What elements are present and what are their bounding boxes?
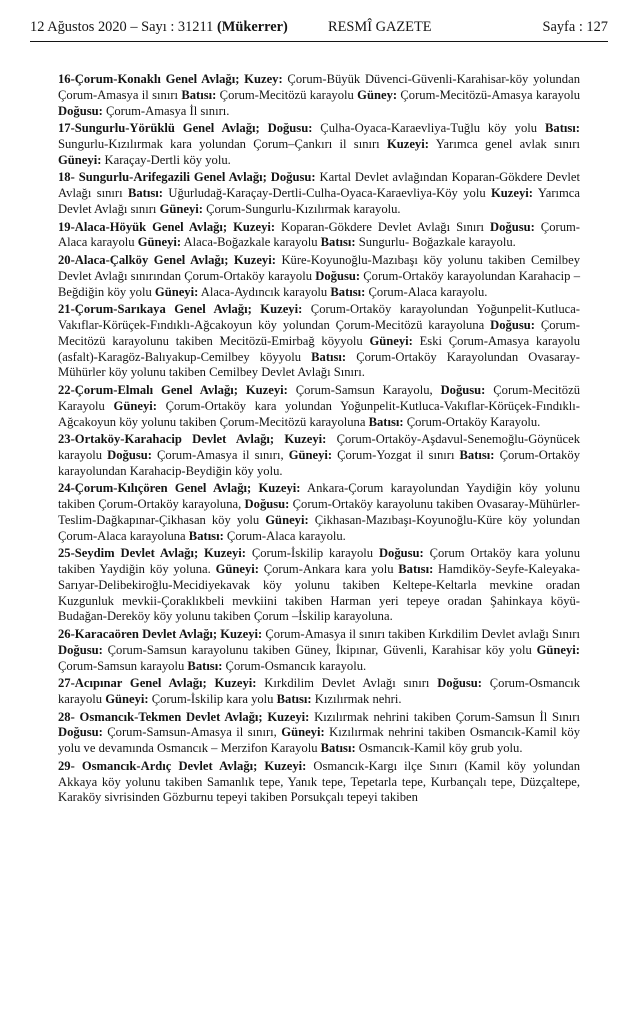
entry-bold-run: Doğusu: [58,103,103,118]
entry-22 [58,383,580,430]
entry-bold-run: Doğusu: [58,725,103,740]
entry-21 [58,302,580,381]
entry-bold-run: Güneyi: [288,447,333,462]
entry-bold-run: Batısı: [188,528,224,543]
entry-text-run: Çorum-Yozgat il sınırı [332,447,460,462]
entry-bold-run: Güney: [357,87,398,102]
entry-text-run: Çorum-İskilip karayolu [245,546,379,561]
entry-bold-run: Doğusu: [440,382,486,397]
header-mukerrer: (Mükerrer) [216,19,288,35]
entry-bold-run: Güneyi: [58,152,102,167]
entry-text-run: Çorum-Osmancık karayolu [58,676,581,707]
entry-bold-run: Batısı: [320,235,356,250]
entry-bold-run: Doğusu: [490,219,535,234]
entry-bold-run: 20-Alaca-Çalköy Genel Avlağı; Kuzeyi: [58,252,276,267]
entry-text-run: Eski Çorum-Amasya karayolu (asfalt)-Karagöz-Balıyakup-Cemilbey köyyolu [58,333,580,364]
entry-bold-run: Batısı: [127,186,163,201]
entry-bold-run: Kuzeyi: [491,186,533,201]
entry-18 [58,170,580,217]
entry-bold-run: Güneyi: [265,512,309,527]
entry-text-run: Çorum-Mecitözü karayolunu takiben Mecitözü-Emirbağ köyyolu [58,317,580,348]
entry-text-run: Kartal Devlet avlağından Koparan-Gökdere Devlet Avlağı sınırı [58,170,580,201]
entry-bold-run: 28- Osmancık-Tekmen Devlet Avlağı; Kuzeyi: [58,709,310,724]
entry-text-run: Alaca-Boğazkale karayolu [181,235,321,250]
entry-text-run: Çorum-Ortaköy-Aşdavul-Senemoğlu-Göynücek karayolu [58,432,580,462]
entry-bold-run: Güneyi: [105,692,149,707]
entry-text-run: Çorum Ortaköy kara yolunu takiben Yaydiğin köy yoluna. [58,546,581,577]
entry-text-run: Çorum-Büyük Düvenci-Güvenli-Karahisar-köy yolundan Çorum-Amasya il sınırı [58,72,580,102]
entry-text-run: Ankara-Çorum karayolundan Yaydiğin köy yolunu takiben Çorum-Ortaköy karayoluna, [58,481,580,512]
entry-bold-run: Batısı: [330,284,366,299]
entry-text-run: Alaca-Aydıncık karayolu [198,284,331,299]
entry-text-run: Osmancık-Kargı ilçe Sınırı (Kamil köy yolundan Akkaya köy yolunu takiben Samanlık tepe, Yanık tepe, Tepetarla tepe, Kurbançalı tepe, Düzçaltepe, Karaköy sivrisinden Gözburnu tepeyi takiben Porsukçalı tepeyi takiben [58,758,581,805]
entry-bold-run: Güneyi: [137,235,182,250]
entry-bold-run: Batısı: [398,562,434,577]
header-date-issue [30,16,288,38]
entry-bold-run: Güneyi: [215,562,259,577]
entry-text-run: Çorum-Samsun-Amasya il sınırı, [102,725,282,740]
entry-text-run: Çorum-Ankara kara yolu [258,562,399,577]
entry-bold-run: Doğusu: [107,447,152,462]
entry-text-run: Yarımca genel avlak sınırı [428,136,580,151]
entry-text-run: Çikhasan-Mazıbaşı-Koyunoğlu-Küre köy yolundan Çorum-Alaca karayoluna [58,512,581,543]
entry-bold-run: Doğusu: [490,317,535,332]
entry-19 [58,220,580,252]
entry-bold-run: 21-Çorum-Sarıkaya Genel Avlağı; Kuzeyi: [58,302,303,317]
entry-bold-run: Güneyi: [154,284,199,299]
entry-text-run: Çorum-Alaca karayolu. [223,528,346,543]
entry-text-run: Çorum-Ortaköy Karayolundan Ovasaray-Mühürler köy yolunu takiben Cemilbey Devlet Avlağı Sınırı. [58,349,580,380]
entry-text-run: Çorum-Ortaköy karayolunu takiben Ovasaray-Mühürler-Teslim-Dağkapınar-Çikhasan köy yolu [58,497,580,527]
entry-bold-run: Batısı: [311,349,347,364]
entry-bold-run: 17-Sungurlu-Yörüklü Genel Avlağı; Doğusu: [58,121,313,136]
entry-bold-run: 19-Alaca-Höyük Genel Avlağı; Kuzeyi: [58,219,276,234]
entry-text-run: Hamdiköy-Seyfe-Kaleyaka-Sarıyar-Delibekiroğlu-Mecidiyekavak köy yolunu takiben Keltepe-Keltarla mevkine oradan Kuzgunluk mevkii-Çoraklıkbeli mevkiini takiben Harman yeri tepeye oradan Şahinkaya köyü-Budağan-Dereköy köy yolunu takiben Çorum –İskilip karayoluna. [58,562,580,624]
entry-text-run: Çorum-Amasya il sınırı takiben Kırkdilim Devlet avlağı Sınırı [262,627,581,642]
header-page-number: Sayfa : 127 [542,19,608,35]
entry-text-run: Çorum-İskilip kara yolu [148,692,277,707]
header-publication-title: RESMÎ GAZETE [328,19,432,35]
entry-text-run: Çorum-Ortaköy karayolundan Karahacip –Beğdiğin köy yolu [58,268,580,299]
entry-bold-run: Batısı: [320,741,356,756]
entry-bold-run: Doğusu: [244,497,290,512]
entry-text-run: Karaçay-Dertli köy yolu. [101,152,231,167]
entry-bold-run: 26-Karacaören Devlet Avlağı; Kuzeyi: [58,627,263,642]
entry-bold-run: Doğusu: [315,268,361,283]
entry-16 [58,72,580,119]
entry-text-run: Çorum-Ortaköy Karayolu. [403,414,541,429]
entry-26 [58,627,580,674]
entry-text-run: Sungurlu-Kızılırmak kara yolundan Çorum–Çankırı il sınırı [58,136,387,151]
entry-text-run: Çorum-Ortaköy karayolundan Karahacip-Beydiğin köy yolu. [58,447,581,478]
entry-text-run: Koparan-Gökdere Devlet Avlağı Sınırı [275,219,491,234]
header-rule [30,41,608,42]
entry-bold-run: Güneyi: [281,725,325,740]
entry-text-run: Çorum-Samsun Karayolu, [287,382,441,397]
entry-bold-run: 25-Seydim Devlet Avlağı; Kuzeyi: [58,546,246,561]
entry-25 [58,546,580,625]
entry-text-run: Çorum-Alaca karayolu [58,219,580,250]
entry-text-run: Çorum-Sungurlu-Kızılırmak karayolu. [202,201,401,216]
entry-bold-run: 27-Acıpınar Genel Avlağı; Kuzeyi: [58,676,257,691]
entry-28 [58,710,580,757]
entry-bold-run: 23-Ortaköy-Karahacip Devlet Avlağı; Kuzeyi: [58,432,327,447]
entry-text-run: Çorum-Ortaköy kara yolundan Yoğunpelit-Kutluca-Vakıflar-Körüçek-Fındıklı-Ağcakoyun köy yolunu takiben Çorum-Mecitözü karayoluna [58,398,580,429]
entry-text-run: Sungurlu- Boğazkale karayolu. [355,235,516,250]
entry-bold-run: Batısı: [181,87,217,102]
entry-text-run: Çorum-Alaca karayolu. [365,284,488,299]
entry-bold-run: 24-Çorum-Kılıçören Genel Avlağı; Kuzeyi: [58,481,301,496]
entry-24 [58,481,580,544]
entry-bold-run: 18- Sungurlu-Arifegazili Genel Avlağı; Doğusu: [58,170,316,185]
entry-bold-run: Batısı: [459,447,495,462]
entry-text-run: Çorum-Samsun karayolunu takiben Güney, İkipınar, Güvenli, Karahisar köy yolu [102,642,537,657]
entry-text-run: Çorum-Ortaköy karayolundan Yoğunpelit-Kutluca-Vakıflar-Körüçek-Fındıklı-Ağcakoyun köy yolundan Çorum-Mecitözü karayoluna [58,302,580,332]
entry-bold-run: 16-Çorum-Konaklı Genel Avlağı; Kuzey: [58,72,283,86]
entry-text-run: Çorum-Mecitözü karayolu [216,87,358,102]
entry-text-run: Kızılırmak nehrini takiben Çorum-Samsun İl Sınırı [309,709,580,724]
entry-text-run: Uğurludağ-Karaçay-Dertli-Culha-Oyaca-Karaevliya-Köy yolu [162,186,491,201]
entry-text-run: Çulha-Oyaca-Karaevliya-Tuğlu köy yolu [312,121,546,136]
entry-23 [58,432,580,479]
entry-text-run: Yarımca Devlet Avlağı sınırı [58,186,580,216]
entry-bold-run: Doğusu: [378,546,424,561]
entry-text-run: Çorum-Amasya il sınırı, [151,447,289,462]
entry-bold-run: Güneyi: [113,398,157,413]
entry-bold-run: Güneyi: [369,333,413,348]
entry-text-run: Çorum-Amasya İl sınırı. [102,103,230,118]
entry-text-run: Osmancık-Kamil köy grub yolu. [355,741,523,756]
entry-text-run: Çorum-Mecitözü Karayolu [58,382,580,413]
entry-bold-run: Kuzeyi: [386,136,429,151]
entry-text-run: Çorum-Samsun karayolu [58,658,188,673]
entry-bold-run: Batısı: [368,414,404,429]
entry-bold-run: 22-Çorum-Elmalı Genel Avlağı; Kuzeyi: [58,382,288,397]
entry-text-run: Çorum-Mecitözü-Amasya karayolu [397,87,580,102]
entry-29 [58,759,580,806]
document-body [58,72,580,808]
entry-bold-run: Batısı: [187,658,223,673]
header-date-text: 12 Ağustos 2020 – Sayı : 31211 [30,19,214,35]
entry-bold-run: Güneyi: [536,642,580,657]
entry-27 [58,676,580,708]
entry-bold-run: Batısı: [545,121,580,136]
entry-text-run: Kızılırmak nehrini takiben Osmancık-Kamil köy yolu ve devamında Osmancık – Merzifon Karayolu [58,725,580,756]
entry-text-run: Kırkdilim Devlet Avlağı sınırı [256,676,438,691]
entry-20 [58,253,580,300]
entry-bold-run: Doğusu: [437,676,482,691]
entry-bold-run: Doğusu: [58,642,103,657]
entry-text-run: Çorum-Osmancık karayolu. [222,658,367,673]
entry-bold-run: Batısı: [276,692,312,707]
entry-text-run: Kızılırmak nehri. [311,692,402,707]
entry-17 [58,121,580,168]
entry-text-run: Küre-Koyunoğlu-Mazıbaşı köy yolunu takiben Cemilbey Devlet Avlağı sınırından Çorum-Ortaköy karayolu [58,252,580,283]
entry-bold-run: Güneyi: [159,201,203,216]
entry-bold-run: 29- Osmancık-Ardıç Devlet Avlağı; Kuzeyi: [58,758,307,773]
page-header [30,16,608,38]
